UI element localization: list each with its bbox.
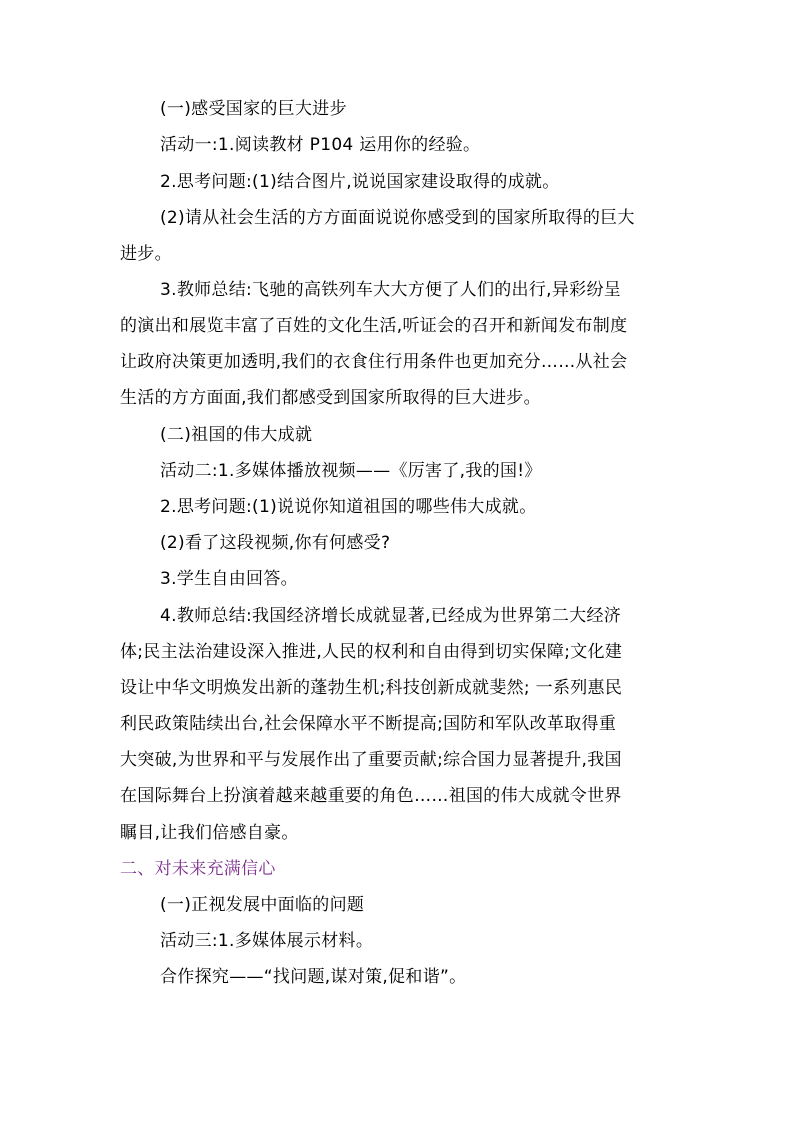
paragraph-line: 的演出和展览丰富了百姓的文化生活,听证会的召开和新闻发布制度 — [120, 316, 628, 336]
paragraph-line: 2.思考问题:(1)结合图片,说说国家建设取得的成就。 — [160, 172, 560, 192]
paragraph-line: 瞩目,让我们倍感自豪。 — [120, 823, 299, 843]
paragraph-line: 进步。 — [120, 244, 172, 264]
paragraph-line: 3.教师总结:飞驰的高铁列车大大方便了人们的出行,异彩纷呈 — [160, 280, 622, 300]
paragraph-line: 4.教师总结:我国经济增长成就显著,已经成为世界第二大经济 — [160, 606, 622, 626]
paragraph-line: 设让中华文明焕发出新的蓬勃生机;科技创新成就斐然; 一系列惠民 — [120, 678, 623, 698]
paragraph-line: 在国际舞台上扮演着越来越重要的角色……祖国的伟大成就令世界 — [120, 786, 622, 806]
activity-line: 活动一:1.阅读教材 P104 运用你的经验。 — [160, 135, 481, 155]
subsection-heading: (一)正视发展中面临的问题 — [160, 895, 365, 915]
paragraph-line: 3.学生自由回答。 — [160, 569, 298, 589]
activity-line: 活动二:1.多媒体播放视频——《厉害了,我的国!》 — [160, 461, 542, 481]
paragraph-line: 生活的方方面面,我们都感受到国家所取得的巨大进步。 — [120, 388, 541, 408]
subsection-heading: (二)祖国的伟大成就 — [160, 425, 313, 445]
paragraph-line: 大突破,为世界和平与发展作出了重要贡献;综合国力显著提升,我国 — [120, 750, 622, 770]
section-heading: 二、对未来充满信心 — [120, 859, 276, 879]
paragraph-line: 合作探究——“找问题,谋对策,促和谐”。 — [160, 967, 467, 987]
paragraph-line: (2)看了这段视频,你有何感受? — [160, 533, 391, 553]
paragraph-line: 2.思考问题:(1)说说你知道祖国的哪些伟大成就。 — [160, 497, 537, 517]
subsection-heading: (一)感受国家的巨大进步 — [160, 99, 347, 119]
paragraph-line: 让政府决策更加透明,我们的衣食住行用条件也更加充分……从社会 — [120, 352, 628, 372]
activity-line: 活动三:1.多媒体展示材料。 — [160, 931, 374, 951]
paragraph-line: 利民政策陆续出台,社会保障水平不断提高;国防和军队改革取得重 — [120, 714, 617, 734]
paragraph-line: 体;民主法治建设深入推进,人民的权利和自由得到切实保障;文化建 — [120, 642, 623, 662]
paragraph-line: (2)请从社会生活的方方面面说说你感受到的国家所取得的巨大 — [160, 208, 635, 228]
